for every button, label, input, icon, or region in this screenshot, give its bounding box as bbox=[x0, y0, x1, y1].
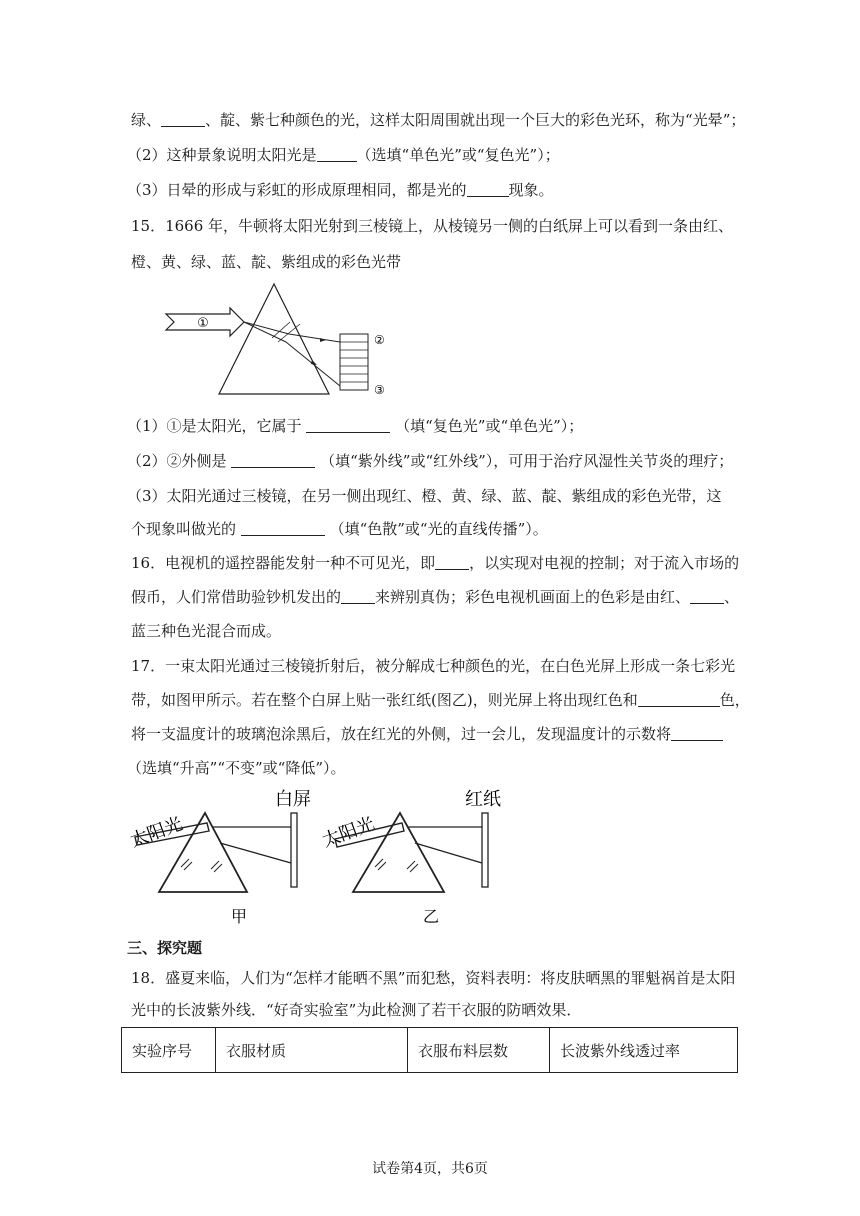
sunlight-label-b: 太阳光 bbox=[319, 813, 378, 852]
q16-line2: 假币，人们常借助验钞机发出的 来辨别真伪；彩色电视机画面上的色彩是由红、 、 bbox=[131, 588, 740, 606]
q14-part3: （3）日晕的形成与彩虹的形成原理相同，都是光的 现象。 bbox=[127, 181, 554, 199]
answer-blank[interactable] bbox=[317, 146, 357, 162]
dispersion-figures bbox=[125, 785, 525, 935]
answer-blank[interactable] bbox=[306, 417, 390, 433]
section-heading: 三、探究题 bbox=[127, 939, 203, 957]
caption-a: 甲 bbox=[231, 907, 248, 926]
red-paper-screen bbox=[482, 813, 488, 887]
white-screen bbox=[291, 813, 297, 887]
q15-part1: （1）①是太阳光，它属于 （填“复色光”或“单色光”）； bbox=[127, 417, 584, 435]
q15-part3: （3）太阳光通过三棱镜，在另一侧出现红、橙、黄、绿、蓝、靛、紫组成的彩色光带，这 bbox=[127, 487, 722, 505]
q18-line1: 18．盛夏来临，人们为“怎样才能晒不黑”而犯愁，资料表明：将皮肤晒黑的罪魁祸首是太阳 bbox=[131, 969, 736, 987]
figure-b bbox=[320, 789, 501, 926]
screen-label-a: 白屏 bbox=[275, 789, 311, 810]
answer-blank[interactable] bbox=[435, 554, 469, 570]
sunlight-label-a: 太阳光 bbox=[127, 813, 186, 852]
answer-blank[interactable] bbox=[161, 111, 205, 127]
q17-line4: （选填“升高”“不变”或“降低”）。 bbox=[127, 759, 346, 777]
answer-blank[interactable] bbox=[341, 588, 375, 604]
page-footer: 试卷第4页，共6页 bbox=[372, 1161, 488, 1177]
prism bbox=[219, 284, 329, 394]
table-header-cell: 衣服材质 bbox=[216, 1028, 408, 1073]
table-header-cell: 长波紫外线透过率 bbox=[550, 1028, 738, 1073]
table-header-row bbox=[122, 1028, 738, 1073]
answer-blank[interactable] bbox=[638, 691, 720, 707]
q14-line1: 绿、 、靛、紫七种颜色的光，这样太阳周围就出现一个巨大的彩色光环，称为“光晕”； bbox=[131, 111, 746, 129]
q15-line1: 15．1666 年，牛顿将太阳光射到三棱镜上，从棱镜另一侧的白纸屏上可以看到一条由红、 bbox=[131, 217, 734, 235]
q16-line3: 蓝三种色光混合而成。 bbox=[131, 622, 282, 640]
q15-part2: （2）②外侧是 （填“紫外线”或“红外线”），可用于治疗风湿性关节炎的理疗； bbox=[127, 452, 734, 470]
answer-blank[interactable] bbox=[690, 588, 724, 604]
table-header-cell: 衣服布料层数 bbox=[408, 1028, 550, 1073]
screen-label-b: 红纸 bbox=[465, 789, 501, 810]
prism-figure bbox=[160, 282, 400, 402]
experiment-table bbox=[121, 1027, 738, 1073]
answer-blank[interactable] bbox=[231, 452, 315, 468]
label-2: ② bbox=[374, 333, 385, 347]
label-3: ③ bbox=[374, 383, 385, 397]
q17-line2: 带，如图甲所示。若在整个白屏上贴一张红纸(图乙)，则光屏上将出现红色和 色， bbox=[131, 691, 750, 709]
figure-a bbox=[128, 789, 311, 926]
q18-line2: 光中的长波紫外线．“好奇实验室”为此检测了若干衣服的防晒效果． bbox=[131, 1001, 582, 1019]
label-1: ① bbox=[197, 316, 209, 331]
answer-blank[interactable] bbox=[671, 725, 723, 741]
table-header-cell: 实验序号 bbox=[122, 1028, 216, 1073]
caption-b: 乙 bbox=[423, 907, 440, 926]
q14-part2: （2）这种景象说明太阳光是 （选填“单色光”或“复色光”）； bbox=[127, 146, 560, 164]
q15-part3-cont: 个现象叫做光的 （填“色散”或“光的直线传播”）。 bbox=[131, 520, 548, 538]
answer-blank[interactable] bbox=[467, 181, 509, 197]
q16-line1: 16．电视机的遥控器能发射一种不可见光，即 ，以实现对电视的控制；对于流入市场的 bbox=[131, 554, 740, 572]
q17-line1: 17．一束太阳光通过三棱镜折射后，被分解成七种颜色的光，在白色光屏上形成一条七彩光 bbox=[131, 657, 736, 675]
q17-line3: 将一支温度计的玻璃泡涂黑后，放在红光的外侧，过一会儿，发现温度计的示数将 bbox=[131, 724, 723, 744]
q15-line2: 橙、黄、绿、蓝、靛、紫组成的彩色光带 bbox=[131, 253, 402, 271]
answer-blank[interactable] bbox=[241, 520, 325, 536]
